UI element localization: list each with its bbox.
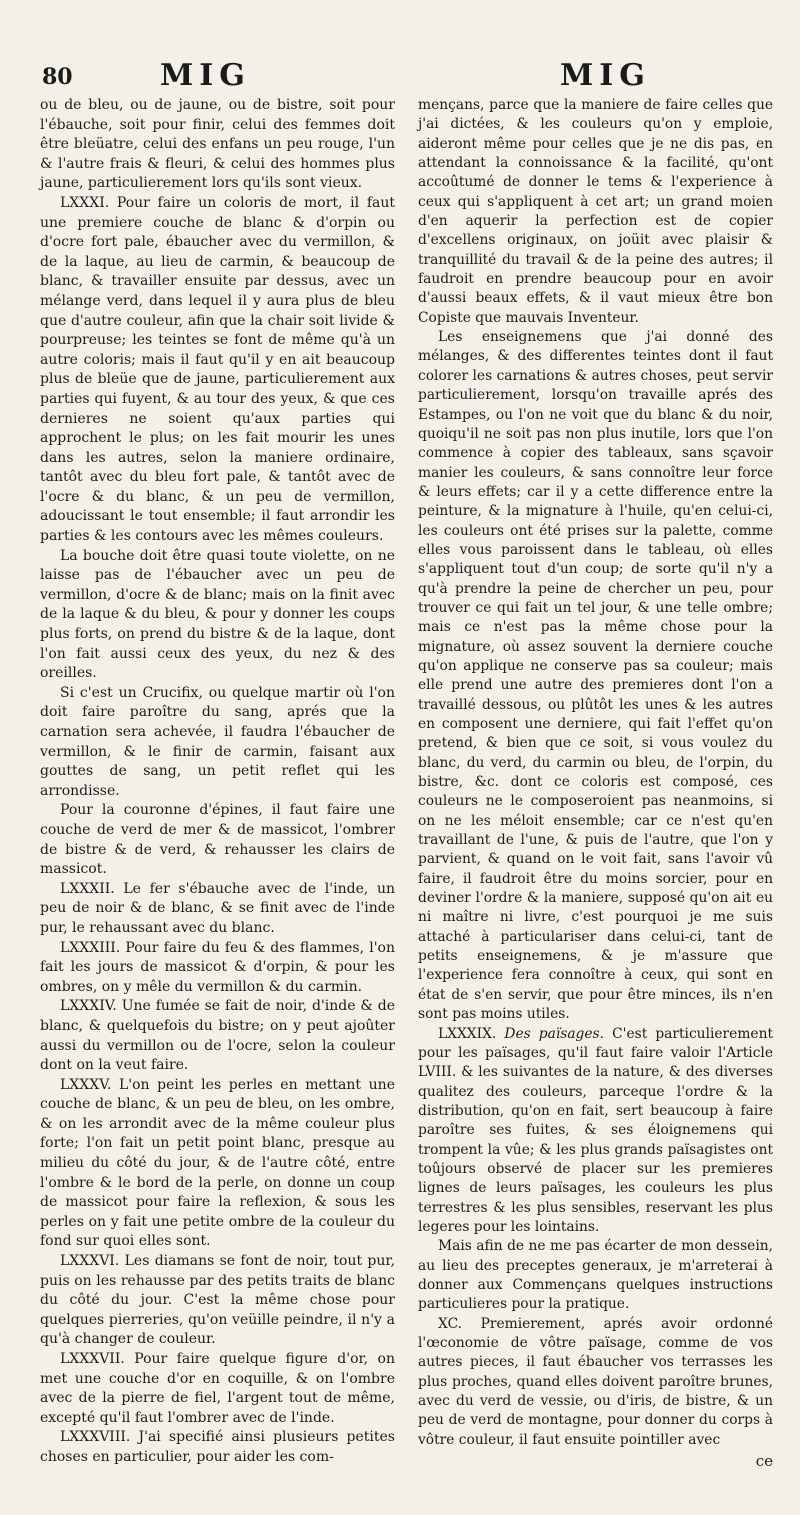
paragraph: Si c'est un Crucifix, ou quelque martir où l'on doit faire paroître du sang, aprés que la carnation sera achevée, il faudra l'ébaucher de vermillon, & le finir de carmin, faisant aux gouttes de sang, un petit reflet qui les arrondisse. xyxy=(40,684,395,799)
catchword: ce xyxy=(755,1452,773,1471)
running-head-left: MIG xyxy=(160,58,251,93)
paragraph: LXXXV. L'on peint les perles en mettant une couche de blanc, & un peu de bleu, on les ombre, & on les arrondit avec de la même couleur plus forte; l'on fait un petit point blanc, presque au milieu du côté du jour, & de l'autre côté, entre l'ombre & le bord de la perle, on donne un coup de massicot pour faire la reflexion, & sous les perles on y fait une petite ombre de la couleur du fond sur quoi elles sont. xyxy=(40,1076,395,1250)
paragraph: XC. Premierement, aprés avoir ordonné l'œconomie de vôtre païsage, comme de vos autres pieces, il faut ébaucher vos terrasses les plus proches, quand elles doivent paroître brunes, avec du verd de vessie, ou d'iris, de bistre, & un peu de verd de montagne, pour donner du corps à vôtre couleur, il faut ensuite pointiller avec xyxy=(418,1315,773,1448)
paragraph: ou de bleu, ou de jaune, ou de bistre, soit pour l'ébauche, soit pour finir, celui des femmes doit être bleüatre, celui des enfans un peu rouge, l'un & l'autre frais & fleuri, & celui des hommes plus jaune, particulierement lors qu'ils sont vieux. xyxy=(40,97,395,192)
right-column xyxy=(418,96,773,1471)
page-number: 80 xyxy=(42,64,73,90)
paragraph-text: C'est particulierement pour les païsages, qu'il faut faire valoir l'Article LVIII. & les suivantes de la nature, & des diverses qualitez des couleurs, parceque l'ordre & la distribution, qu'on en fait, sert beaucoup à faire paroître ses fuites, & ses éloignemens qui trompent la vûe; & les plus grands païsagistes ont toûjours observé de placer sur les premieres lignes de leurs païsages, les couleurs les plus terrestres & les plus sensibles, reservant les plus legeres pour les lointains. xyxy=(418,1025,773,1235)
paragraph: La bouche doit être quasi toute violette, on ne laisse pas de l'ébaucher avec un peu de vermillon, d'ocre & de blanc; mais on la finit avec de la laque & du bleu, & pour y donner les coups plus forts, on prend du bistre & de la laque, dont l'on fait aussi ceux des yeux, du nez & des oreilles. xyxy=(40,547,395,682)
paragraph: LXXXVII. Pour faire quelque figure d'or, on met une couche d'or en coquille, & on l'ombre avec de la pierre de fiel, l'argent tout de même, excepté qu'il faut l'ombrer avec de l'inde. xyxy=(40,1351,395,1426)
article-number: LXXXIX. xyxy=(438,1025,497,1042)
running-head-right: MIG xyxy=(560,58,651,93)
section-heading: Des païsages. xyxy=(504,1025,605,1042)
paragraph: LXXXIII. Pour faire du feu & des flammes, l'on fait les jours de massicot & d'orpin, & pour les ombres, on y mêle du vermillon & du carmin. xyxy=(40,939,395,995)
paragraph: LXXXVIII. J'ai specifié ainsi plusieurs petites choses en particulier, pour aider les com- xyxy=(40,1429,395,1465)
left-column xyxy=(40,96,395,1468)
paragraph: LXXXI. Pour faire un coloris de mort, il faut une premiere couche de blanc & d'orpin ou d'ocre fort pale, ébaucher avec du vermillon, & de la laque, au lieu de carmin, & beaucoup de blanc, & travailler ensuite par dessus, avec un mélange verd, dans lequel il y aura plus de bleu que d'autre couleur, afin que la chair soit livide & pourpreuse; les teintes se font de même qu'à un autre coloris; mais il faut qu'il y en ait beaucoup plus de bleüe que de jaune, particulierement aux parties qui fuyent, & au tour des yeux, & que ces dernieres ne soient qu'aux parties qui approchent le plus; on les fait mourir les unes dans les autres, selon la maniere ordinaire, tantôt avec du bleu fort pale, & tantôt avec de l'ocre & du blanc, & un peu de vermillon, adoucissant le tout ensemble; il faut arrondir les parties & les contours avec les mêmes couleurs. xyxy=(40,194,395,545)
paragraph: Les enseignemens que j'ai donné des mélanges, & des differentes teintes dont il faut colorer les carnations & autres choses, peut servir particulierement, lorsqu'on travaille aprés des Estampes, ou l'on ne voit que du blanc & du noir, quoiqu'il ne soit pas non plus inutile, lors que l'on commence à copier des tableaux, sans sçavoir manier les couleurs, & sans connoître leur force & leurs effets; car il y a cette difference entre la peinture, & la mignature à l'huile, qu'en celui-ci, les couleurs ont été prises sur la palette, comme elles vous paroissent dans le tableau, où elles s'appliquent tout d'un coup; de sorte qu'il n'y a qu'à prendre la peine de chercher un peu, pour trouver ce qui fait un tel jour, & une telle ombre; mais ce n'est pas la même chose pour la mignature, où assez souvent la derniere couche qu'on applique ne conserve pas sa couleur; mais elle prend une autre des premieres dont l'on a travaillé dessous, ou plûtôt les unes & les autres en composent une derniere, qui fait l'effet qu'on pretend, & bien que ce soit, si vous voulez du blanc, du verd, du carmin ou bleu, de l'orpin, du bistre, &c. dont ce coloris est composé, ces couleurs ne le composeroient pas neanmoins, si on ne les méloit ensemble; car ce n'est qu'en travaillant de l'une, & puis de l'autre, que l'on y parvient, & quand on le voit fait, sans l'avoir vû faire, il faudroit être du moins sorcier, pour en deviner l'ordre & la maniere, supposé qu'on ait eu ni maître ni livre, c'est pourquoi je me suis attaché à particulariser dans celui-ci, tant de petits enseignemens, & je m'assure que l'experience fera connoître à ceux, qui sont en état de s'en servir, que pour être minces, ils n'en sont pas moins utiles. xyxy=(418,329,773,1023)
paragraph: Mais afin de ne me pas écarter de mon dessein, au lieu des preceptes generaux, je m'arreterai à donner aux Commençans quelques instructions particulieres pour la pratique. xyxy=(418,1238,773,1313)
paragraph: Pour la couronne d'épines, il faut faire une couche de verd de mer & de massicot, l'ombrer de bistre & de verd, & rehausser les clairs de massicot. xyxy=(40,802,395,878)
page-header xyxy=(0,58,800,98)
paragraph: LXXXVI. Les diamans se font de noir, tout pur, puis on les rehausse par des petits traits de blanc du côté du jour. C'est la même chose pour quelques pierreries, qu'on veüille peindre, il n'y a qu'à changer de couleur. xyxy=(40,1253,395,1348)
paragraph: LXXXII. Le fer s'ébauche avec de l'inde, un peu de noir & de blanc, & se finit avec de l'inde pur, le rehaussant avec du blanc. xyxy=(40,880,395,936)
section-paragraph xyxy=(418,1025,773,1238)
paragraph: mençans, parce que la maniere de faire celles que j'ai dictées, & les couleurs qu'on y emploie, aideront même pour celles que je ne dis pas, en attendant la connoissance & la facilité, qu'ont accoûtumé de donner le tems & l'experience à ceux qui s'appliquent à cet art; un grand moien d'en aquerir la perfection est de copier d'excellens originaux, on joüit avec plaisir & tranquillité du travail & de la peine des autres; il faudroit en prendre beaucoup pour en avoir d'aussi beaux effets, & il vaut mieux être bon Copiste que mauvais Inventeur. xyxy=(418,97,773,326)
paragraph: LXXXIV. Une fumée se fait de noir, d'inde & de blanc, & quelquefois du bistre; on y peut ajoûter aussi du vermillon ou de l'ocre, selon la couleur dont on la veut faire. xyxy=(40,998,395,1074)
